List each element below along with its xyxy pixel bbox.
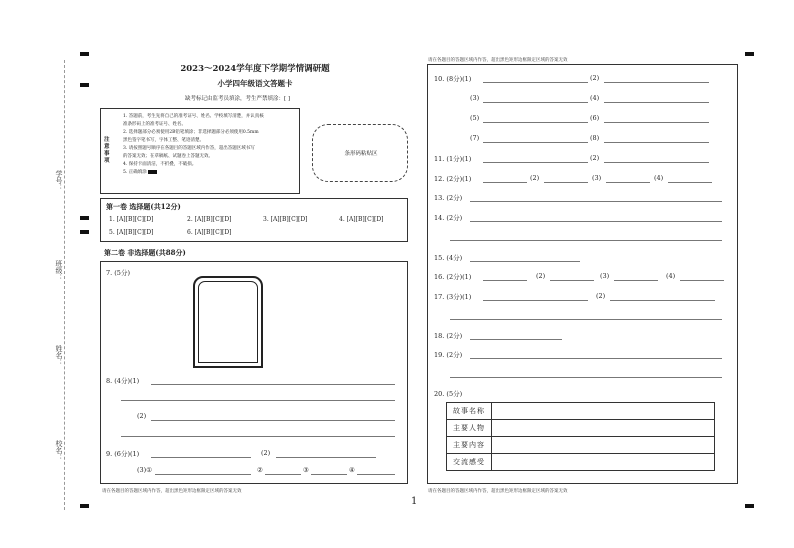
- header-note-right: 请在各题目的答题区域内作答，超出黑色矩形边框限定区域的答案无效: [428, 58, 568, 63]
- q20-story-table: [446, 402, 715, 471]
- q16-label: 16. (2分)(1): [434, 273, 472, 281]
- q16-p2: (2): [536, 272, 546, 280]
- note-item-label: 5. 正确填涂: [123, 170, 147, 175]
- school-label: 校名：: [55, 440, 63, 461]
- registration-mark: [80, 52, 89, 56]
- q12-p4: (4): [654, 174, 664, 182]
- answer-line[interactable]: [151, 420, 395, 421]
- registration-mark: [80, 216, 89, 220]
- absent-note: 缺考标记由监考员填涂，考生严禁填涂：[ ]: [185, 96, 291, 102]
- q9-circle-2: ②: [257, 466, 263, 474]
- q9-circle-4: ④: [349, 466, 355, 474]
- table-row: [447, 403, 715, 420]
- answer-line[interactable]: [604, 82, 709, 83]
- answer-line[interactable]: [265, 474, 301, 475]
- choice-item[interactable]: 5. [A][B][C][D]: [109, 229, 154, 236]
- answer-line[interactable]: [450, 319, 722, 320]
- q10-p4: (4): [590, 94, 600, 102]
- table-key: 主要内容: [447, 437, 492, 454]
- q13-label: 13. (2分): [434, 194, 463, 202]
- q10-p2: (2): [590, 74, 600, 82]
- student-id-label: 学号：: [55, 170, 63, 191]
- answer-line[interactable]: [470, 358, 722, 359]
- table-answer-cell[interactable]: [492, 420, 715, 437]
- answer-line[interactable]: [604, 122, 709, 123]
- choice-item[interactable]: 6. [A][B][C][D]: [187, 229, 232, 236]
- q7-drawing-frame-inner: [198, 281, 258, 363]
- table-row: [447, 437, 715, 454]
- answer-line[interactable]: [121, 436, 395, 437]
- answer-line[interactable]: [121, 400, 395, 401]
- q10-p5: (5): [470, 114, 480, 122]
- binding-line: [64, 60, 65, 510]
- footer-note-left: 请在各题目的答题区域内作答，超出黑色矩形边框限定区域的答案无效: [102, 489, 242, 494]
- note-item: 3. 请按照题号顺序在各题目的答题区域内作答，超出答题区域书写: [123, 146, 255, 151]
- registration-mark: [745, 504, 754, 508]
- answer-line[interactable]: [450, 240, 722, 241]
- registration-mark: [80, 83, 89, 87]
- q11-p2: (2): [590, 154, 600, 162]
- note-item: 准条形码上的准考证号、姓名。: [123, 122, 186, 127]
- choice-item[interactable]: 4. [A][B][C][D]: [339, 216, 384, 223]
- q12-p3: (3): [592, 174, 602, 182]
- q19-label: 19. (2分): [434, 351, 463, 359]
- exam-subtitle: 小学四年级语文答题卡: [217, 79, 293, 88]
- q10-p8: (8): [590, 134, 600, 142]
- q9-circle-3: ③: [303, 466, 309, 474]
- table-row: [447, 420, 715, 437]
- class-label: 班级：: [55, 260, 63, 281]
- answer-line[interactable]: [483, 102, 588, 103]
- note-item: 的答案无效；在草稿纸、试题卷上答题无效。: [123, 154, 213, 159]
- answer-line[interactable]: [483, 182, 527, 183]
- answer-line[interactable]: [606, 182, 650, 183]
- answer-line[interactable]: [610, 300, 715, 301]
- registration-mark: [80, 230, 89, 234]
- answer-line[interactable]: [311, 474, 347, 475]
- barcode-area: [312, 124, 408, 182]
- answer-line[interactable]: [550, 280, 594, 281]
- answer-line[interactable]: [483, 82, 588, 83]
- answer-line[interactable]: [483, 300, 588, 301]
- answer-line[interactable]: [151, 457, 251, 458]
- answer-line[interactable]: [470, 339, 562, 340]
- answer-line[interactable]: [276, 457, 376, 458]
- q10-p7: (7): [470, 134, 480, 142]
- answer-line[interactable]: [544, 182, 588, 183]
- registration-mark: [80, 504, 89, 508]
- notes-box: [100, 108, 300, 194]
- q12-p2: (2): [530, 174, 540, 182]
- note-item: [123, 169, 264, 177]
- q8-label: 8. (4分)(1): [106, 377, 140, 385]
- note-item: 4. 保持卡面清洁，不折叠，不破损。: [123, 162, 197, 167]
- q16-p3: (3): [600, 272, 610, 280]
- table-key: 故事名称: [447, 403, 492, 420]
- answer-line[interactable]: [604, 162, 709, 163]
- barcode-label: 条形码粘贴区: [344, 151, 378, 157]
- answer-line[interactable]: [470, 201, 722, 202]
- answer-line[interactable]: [614, 280, 658, 281]
- answer-line[interactable]: [668, 182, 712, 183]
- answer-line[interactable]: [483, 122, 588, 123]
- q8-part2-label: (2): [137, 412, 147, 420]
- note-item: 2. 选择题部分必须使用2B铅笔填涂；非选择题部分必须使用0.5mm: [123, 130, 259, 135]
- part1-heading: 第一卷 选择题(共12分): [106, 202, 181, 211]
- exam-title: 2023～2024学年度下学期学情调研题: [180, 64, 330, 74]
- answer-line[interactable]: [483, 280, 527, 281]
- answer-line[interactable]: [604, 142, 709, 143]
- table-answer-cell[interactable]: [492, 437, 715, 454]
- choice-item[interactable]: 3. [A][B][C][D]: [263, 216, 308, 223]
- q9-part3-label: (3)①: [137, 466, 153, 474]
- answer-line[interactable]: [151, 384, 395, 385]
- table-answer-cell[interactable]: [492, 454, 715, 471]
- q17-p2: (2): [596, 292, 606, 300]
- notes-list: [123, 113, 264, 177]
- page-number: 1: [411, 496, 418, 507]
- q7-drawing-frame[interactable]: [193, 276, 263, 368]
- footer-note-right: 请在各题目的答题区域内作答，超出黑色矩形边框限定区域的答案无效: [428, 489, 568, 494]
- q11-label: 11. (1分)(1): [434, 155, 472, 163]
- answer-line[interactable]: [470, 261, 580, 262]
- q16-p4: (4): [666, 272, 676, 280]
- q18-label: 18. (2分): [434, 332, 463, 340]
- q17-label: 17. (3分)(1): [434, 293, 472, 301]
- answer-line[interactable]: [155, 474, 251, 475]
- note-item: 黑色签字笔书写，字体工整、笔迹清楚。: [123, 138, 204, 143]
- answer-line[interactable]: [604, 102, 709, 103]
- q10-p3: (3): [470, 94, 480, 102]
- table-row: [447, 454, 715, 471]
- q9-part2-label: (2): [261, 449, 271, 457]
- choice-item[interactable]: 2. [A][B][C][D]: [187, 216, 232, 223]
- answer-line[interactable]: [680, 280, 724, 281]
- q12-label: 12. (2分)(1): [434, 175, 472, 183]
- answer-line[interactable]: [470, 221, 722, 222]
- name-label: 姓名：: [55, 345, 63, 366]
- q10-label: 10. (8分)(1): [434, 75, 472, 83]
- part2-panel-left: [100, 261, 408, 484]
- notes-heading: 注意事项: [104, 137, 110, 164]
- note-item: 1. 答题前，考生先将自己的准考证号、姓名、学校填写清楚，并认真核: [123, 114, 264, 119]
- answer-line[interactable]: [357, 474, 395, 475]
- q9-label: 9. (6分)(1): [106, 450, 140, 458]
- q10-p6: (6): [590, 114, 600, 122]
- q20-label: 20. (5分): [434, 390, 463, 398]
- choice-section: [100, 198, 408, 242]
- table-key: 交流感受: [447, 454, 492, 471]
- table-key: 主要人物: [447, 420, 492, 437]
- choice-item[interactable]: 1. [A][B][C][D]: [109, 216, 154, 223]
- q7-label: 7. (5分): [106, 269, 130, 277]
- registration-mark: [745, 52, 754, 56]
- part2-heading: 第二卷 非选择题(共88分): [104, 248, 186, 257]
- q14-label: 14. (2分): [434, 214, 463, 222]
- answer-line[interactable]: [450, 377, 722, 378]
- table-answer-cell[interactable]: [492, 403, 715, 420]
- right-answer-panel: [427, 64, 738, 484]
- fill-sample-icon: [148, 170, 157, 174]
- q15-label: 15. (4分): [434, 254, 463, 262]
- answer-line[interactable]: [483, 142, 588, 143]
- answer-line[interactable]: [483, 162, 588, 163]
